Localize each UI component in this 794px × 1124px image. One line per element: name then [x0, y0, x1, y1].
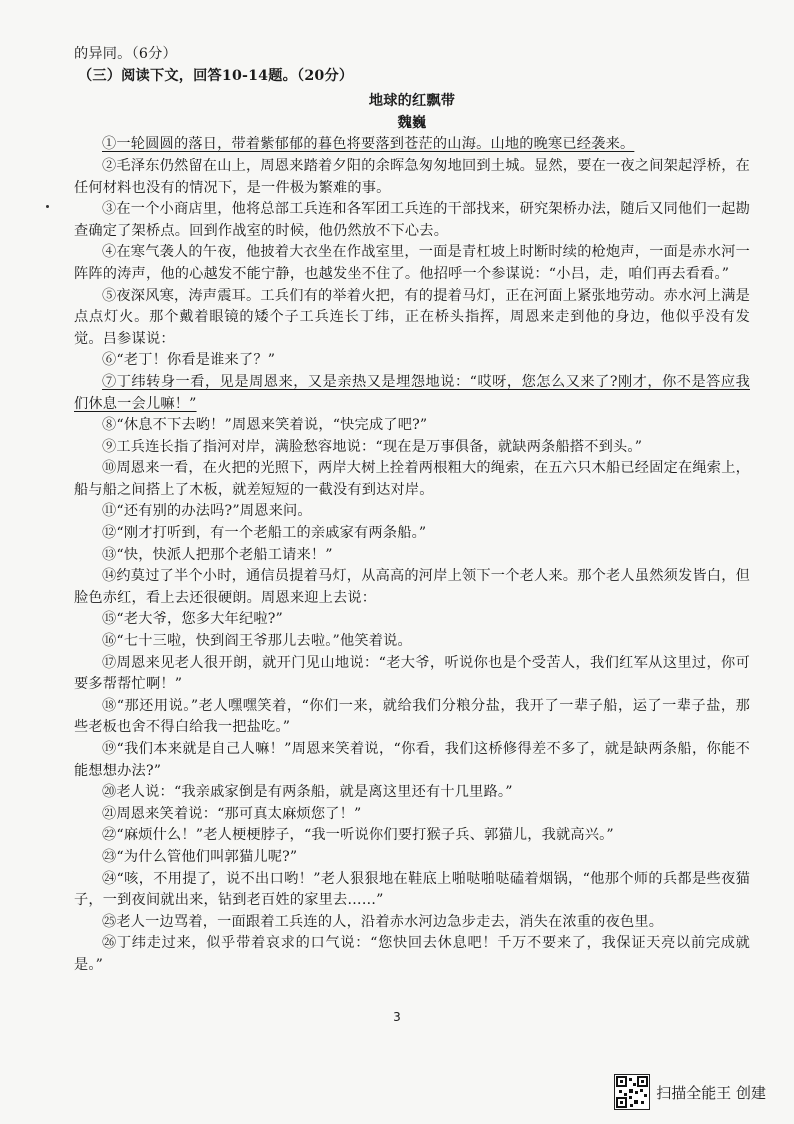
paragraph-text: ㉑周恩来笑着说：“那可真太麻烦您了！”	[102, 805, 362, 822]
article-paragraph	[74, 739, 750, 782]
paragraph-text: ⑨工兵连长指了指河对岸，满脸愁容地说：“现在是万事俱备，就缺两条船搭不到头。”	[102, 438, 643, 455]
paragraph-text: ⑳老人说：“我亲戚家倒是有两条船，就是离这里还有十几里路。”	[102, 784, 513, 801]
scanner-watermark	[614, 1074, 766, 1110]
paragraph-text: ⑩周恩来一看，在火把的光照下，两岸大树上拴着两根粗大的绳索，在五六只木船已经固定在绳索上，船与船之间搭上了木板，就差短短的一截没有到达对岸。	[74, 460, 750, 498]
paragraph-text: ⑤夜深风寒，涛声震耳。工兵们有的举着火把，有的提着马灯，正在河面上紧张地劳动。赤水河上满是点点灯火。那个戴着眼镜的矮个子工兵连长丁纬，正在桥头指挥，周恩来走到他的身边，他似乎没有发觉。吕参谋说：	[74, 287, 750, 347]
article-paragraph	[74, 523, 750, 545]
article-paragraph	[74, 804, 750, 826]
paragraph-text: ④在寒气袭人的午夜，他披着大衣坐在作战室里，一面是青杠坡上时断时续的枪炮声，一面是赤水河一阵阵的涛声，他的心越发不能宁静，也越发坐不住了。他招呼一个参谋说：“小吕，走，咱们再去看看。”	[74, 244, 750, 282]
article-paragraph	[74, 631, 750, 653]
paragraph-text: ⑱“那还用说。”老人嘿嘿笑着，“你们一来，就给我们分粮分盐，我开了一辈子船，运了一辈子盐，那些老板也舍不得白给我一把盐吃。”	[74, 697, 750, 736]
article-paragraph	[74, 782, 750, 804]
article-paragraph	[74, 545, 750, 567]
article-paragraph	[74, 869, 750, 912]
article-paragraph	[74, 696, 750, 739]
article-paragraph	[74, 199, 750, 242]
paragraph-text: ⑦丁纬转身一看，见是周恩来，又是亲热又是埋怨地说：“哎呀，您怎么又来了?刚才，你不是答应我们休息一会儿嘛！”	[74, 373, 750, 412]
paragraph-text: ⑮“老大爷，您多大年纪啦?”	[102, 611, 283, 628]
paragraph-text: ㉖丁纬走过来，似乎带着哀求的口气说：“您快回去休息吧！千万不要来了，我保证天亮以前完成就是。”	[74, 935, 750, 973]
paragraph-text: ⑫“刚才打听到，有一个老船工的亲戚家有两条船。”	[102, 525, 427, 542]
article-author: 魏巍	[397, 114, 427, 131]
paragraph-text: ⑯“七十三啦，快到阎王爷那儿去啦。”他笑着说。	[102, 633, 412, 650]
article-paragraph	[74, 609, 750, 631]
article-paragraph	[74, 912, 750, 934]
document-body	[74, 44, 750, 977]
paragraph-text: ③在一个小商店里，他将总部工兵连和各军团工兵连的干部找来，研究架桥办法，随后又同他们一起勘查确定了架桥点。回到作战室的时候，他仍然放不下心去。	[74, 201, 750, 239]
paragraph-text: ⑭约莫过了半个小时，通信员提着马灯，从高高的河岸上领下一个老人来。那个老人虽然须发皆白，但脸色赤红，看上去还很硬朗。周恩来迎上去说：	[74, 568, 750, 606]
paragraph-text: ㉕老人一边骂着，一面跟着工兵连的人，沿着赤水河边急步走去，消失在浓重的夜色里。	[102, 913, 664, 930]
section-heading: （三）阅读下文，回答10-14题。（20分）	[78, 67, 354, 84]
paragraph-text: ②毛泽东仍然留在山上，周恩来踏着夕阳的余晖急匆匆地回到土城。显然，要在一夜之间架起浮桥，在任何材料也没有的情况下，是一件极为繁难的事。	[74, 157, 750, 196]
article-paragraph	[74, 825, 750, 847]
article-paragraphs	[74, 134, 750, 976]
paragraph-text: ⑰周恩来见老人很开朗，就开门见山地说：“老大爷，听说你也是个受苦人，我们红军从这里过，你可要多帮帮忙啊！”	[74, 654, 750, 693]
article-title: 地球的红飘带	[368, 93, 456, 110]
article-paragraph	[74, 566, 750, 609]
article-paragraph	[74, 372, 750, 415]
paragraph-text: ㉓“为什么管他们叫郭猫儿呢?”	[102, 848, 298, 865]
paragraph-text: ㉔“咳，不用提了，说不出口哟！”老人狠狠地在鞋底上啪哒啪哒磕着烟锅，“他那个师的兵都是些夜猫子，一到夜间就出来，钻到老百姓的家里去……”	[74, 870, 750, 909]
article-paragraph	[74, 134, 750, 156]
paragraph-text: ⑧“休息不下去哟！”周恩来笑着说，“快完成了吧?”	[102, 417, 428, 434]
paragraph-text: ⑥“老丁！你看是谁来了？”	[102, 352, 276, 369]
qr-code-icon	[614, 1074, 650, 1110]
paragraph-text: ⑪“还有别的办法吗?”周恩来问。	[102, 503, 312, 520]
article-paragraph	[74, 501, 750, 523]
paragraph-text: ㉒“麻烦什么！”老人梗梗脖子，“我一听说你们要打猴子兵、郭猫儿，我就高兴。”	[102, 827, 614, 844]
article-paragraph	[74, 847, 750, 869]
article-paragraph	[74, 415, 750, 437]
scan-speck	[46, 205, 49, 208]
article-paragraph	[74, 437, 750, 459]
page-number: 3	[393, 1010, 401, 1024]
article-paragraph	[74, 933, 750, 976]
paragraph-text: ①一轮圆圆的落日，带着紫郁郁的暮色将要落到苍茫的山海。山地的晚寒已经袭来。	[102, 136, 635, 153]
paragraph-text: ⑲“我们本来就是自己人嘛！”周恩来笑着说，“你看，我们这桥修得差不多了，就是缺两条船，你能不能想想办法?”	[74, 741, 750, 779]
watermark-text: 扫描全能王 创建	[656, 1083, 766, 1102]
article-paragraph	[74, 653, 750, 696]
previous-question-fragment: 的异同。（6分）	[74, 46, 177, 62]
article-paragraph	[74, 350, 750, 372]
article-paragraph	[74, 286, 750, 351]
article-paragraph	[74, 458, 750, 501]
article-paragraph	[74, 156, 750, 199]
paragraph-text: ⑬“快，快派人把那个老船工请来！”	[102, 546, 333, 563]
article-paragraph	[74, 242, 750, 285]
